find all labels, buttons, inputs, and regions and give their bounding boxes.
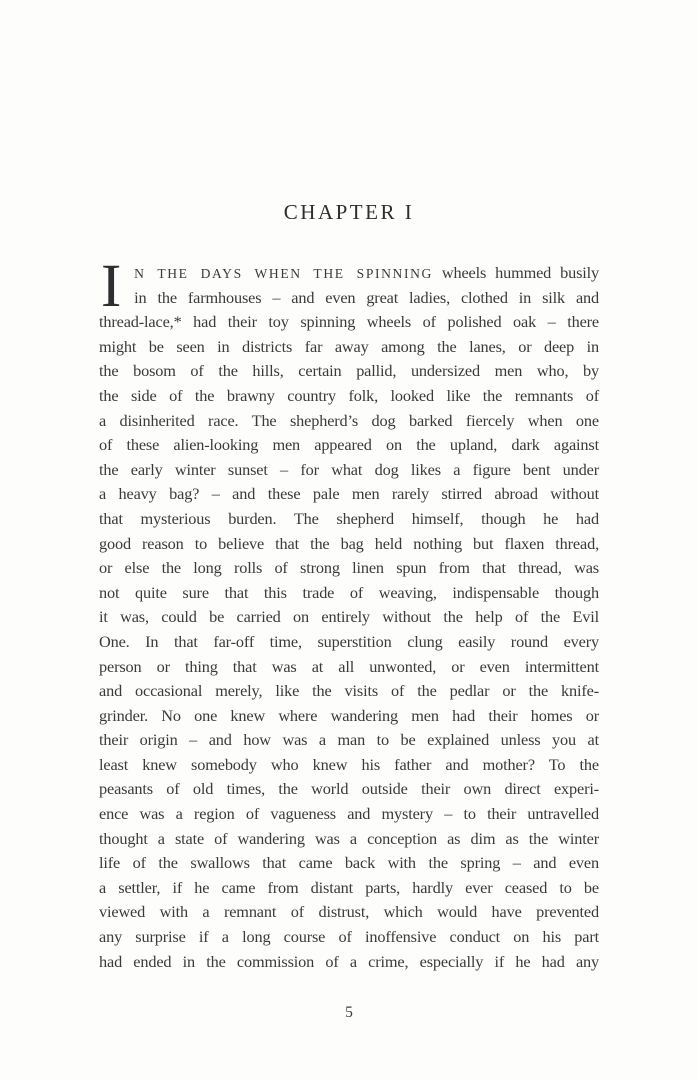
page-number: 5	[345, 1004, 353, 1021]
body-line: any surprise if a long course of inoffensive conduct on his part	[99, 927, 599, 947]
body-line: thread-lace,* had their toy spinning wheels of polished oak – there	[99, 312, 599, 332]
body-line: had ended in the commission of a crime, especially if he had any	[99, 951, 599, 971]
body-line: ence was a region of vagueness and mystery – to their untravelled	[99, 804, 599, 824]
body-line: the bosom of the hills, certain pallid, undersized men who, by	[99, 361, 599, 381]
body-line: the side of the brawny country folk, looked like the remnants of	[99, 385, 599, 405]
body-line: might be seen in districts far away among the lanes, or deep in	[99, 336, 599, 356]
body-line: One. In that far-off time, superstition clung easily round every	[99, 631, 599, 651]
body-line: a settler, if he came from distant parts, hardly ever ceased to be	[99, 877, 599, 897]
body-line: viewed with a remnant of distrust, which would have prevented	[99, 902, 599, 922]
body-line: peasants of old times, the world outside their own direct experi-	[99, 779, 599, 799]
opening-small-caps: N THE DAYS WHEN THE SPINNING	[134, 266, 433, 281]
opening-rest: wheels hummed busily	[441, 263, 599, 282]
body-line: their origin – and how was a man to be explained unless you at	[99, 730, 599, 750]
body-line-first	[99, 261, 599, 286]
chapter-heading: CHAPTER I	[283, 200, 415, 224]
body-line: it was, could be carried on entirely without the help of the Evil	[99, 607, 599, 627]
body-text-block	[99, 253, 599, 974]
body-line: and occasional merely, like the visits of the pedlar or the knife-	[99, 681, 599, 701]
body-lines-container	[99, 286, 599, 975]
body-line: that mysterious burden. The shepherd himself, though he had	[99, 508, 599, 528]
body-line: thought a state of wandering was a conception as dim as the winter	[99, 828, 599, 848]
body-line: good reason to believe that the bag held nothing but flaxen thread,	[99, 533, 599, 553]
body-line: or else the long rolls of strong linen spun from that thread, was	[99, 558, 599, 578]
body-line: of these alien-looking men appeared on the upland, dark against	[99, 435, 599, 455]
body-line: a disinherited race. The shepherd’s dog barked fiercely when one	[99, 410, 599, 430]
drop-cap: I	[101, 253, 122, 320]
body-line: person or thing that was at all unwonted, or even intermittent	[99, 656, 599, 676]
body-line: grinder. No one knew where wandering men had their homes or	[99, 705, 599, 725]
body-line: the early winter sunset – for what dog likes a figure bent under	[99, 459, 599, 479]
body-line: life of the swallows that came back with the spring – and even	[99, 853, 599, 873]
body-line: not quite sure that this trade of weaving, indispensable though	[99, 582, 599, 602]
body-line: least knew somebody who knew his father and mother? To the	[99, 754, 599, 774]
body-line: in the farmhouses – and even great ladies, clothed in silk and	[134, 287, 599, 307]
body-line: a heavy bag? – and these pale men rarely stirred abroad without	[99, 484, 599, 504]
